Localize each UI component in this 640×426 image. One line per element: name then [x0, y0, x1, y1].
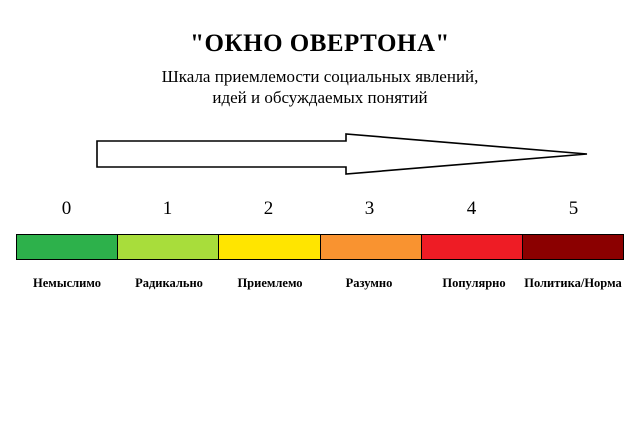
arrow-shape — [97, 134, 587, 174]
direction-arrow — [96, 133, 588, 175]
scale-number-1: 1 — [162, 198, 173, 219]
page-title: "ОКНО ОВЕРТОНА" — [190, 30, 450, 57]
page-subtitle — [0, 66, 640, 108]
scale-label-5: Политика/Норма — [524, 276, 622, 290]
scale-label-0: Немыслимо — [33, 276, 101, 290]
scale-label-3: Разумно — [345, 276, 393, 290]
scale-label-1: Радикально — [135, 276, 203, 290]
scale-segment-3 — [321, 235, 422, 259]
direction-arrow-svg — [96, 133, 588, 175]
overton-scale-bar — [16, 234, 624, 260]
scale-segment-2 — [219, 235, 320, 259]
scale-segment-4 — [422, 235, 523, 259]
scale-segment-5 — [523, 235, 623, 259]
subtitle-line-1: Шкала приемлемости социальных явлений, — [161, 67, 479, 86]
scale-segment-0 — [17, 235, 118, 259]
scale-label-2: Приемлемо — [237, 276, 303, 290]
scale-number-5: 5 — [568, 198, 579, 219]
scale-number-3: 3 — [364, 198, 375, 219]
scale-number-2: 2 — [263, 198, 274, 219]
scale-label-4: Популярно — [442, 276, 506, 290]
scale-numbers — [16, 198, 624, 222]
scale-segment-1 — [118, 235, 219, 259]
scale-labels — [16, 276, 624, 296]
scale-number-0: 0 — [61, 198, 72, 219]
subtitle-line-2: идей и обсуждаемых понятий — [212, 88, 428, 107]
scale-number-4: 4 — [466, 198, 477, 219]
